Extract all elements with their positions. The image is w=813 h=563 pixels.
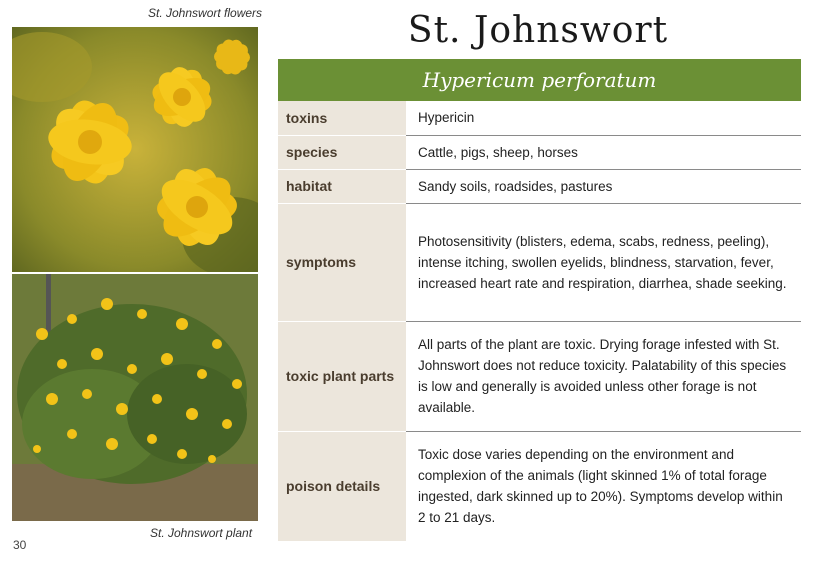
table-row [278, 135, 801, 169]
table-row [278, 203, 801, 321]
flowers-photo-caption: St. Johnswort flowers [148, 6, 263, 20]
table-row [278, 169, 801, 203]
row-value: Hypericin [406, 101, 801, 135]
table-row [278, 431, 801, 541]
flowers-photo [12, 27, 258, 272]
row-label: toxic plant parts [278, 321, 406, 431]
page-title: St. Johnswort [407, 10, 669, 51]
row-label: habitat [278, 169, 406, 203]
page-number: 30 [13, 538, 27, 552]
table-row [278, 321, 801, 431]
row-label: poison details [278, 431, 406, 541]
row-value: Cattle, pigs, sheep, horses [406, 135, 801, 169]
row-label: symptoms [278, 203, 406, 321]
row-label: species [278, 135, 406, 169]
scientific-name-banner [278, 59, 801, 101]
row-value: Photosensitivity (blisters, edema, scabs, redness, peeling), intense itching, swollen eyelids, blindness, starvation, fever, increased heart rate and respiration, diarrhea, shade seeking. [406, 203, 801, 321]
row-value: Sandy soils, roadsides, pastures [406, 169, 801, 203]
table-row [278, 101, 801, 135]
row-value: Toxic dose varies depending on the environment and complexion of the animals (light skinned 1% of total forage ingested, dark skinned up to 20%). Symptoms develop within 2 to 21 days. [418, 447, 783, 526]
plant-photo-caption: St. Johnswort plant [150, 526, 253, 540]
info-table [278, 101, 801, 542]
plant-photo [12, 274, 258, 521]
row-label: toxins [278, 101, 406, 135]
scientific-name: Hypericum perforatum [422, 68, 657, 92]
row-value: All parts of the plant are toxic. Drying forage infested with St. Johnswort does not reduce toxicity. Palatability of this species is low and generally is avoided unless other forage is not available. [406, 321, 801, 431]
